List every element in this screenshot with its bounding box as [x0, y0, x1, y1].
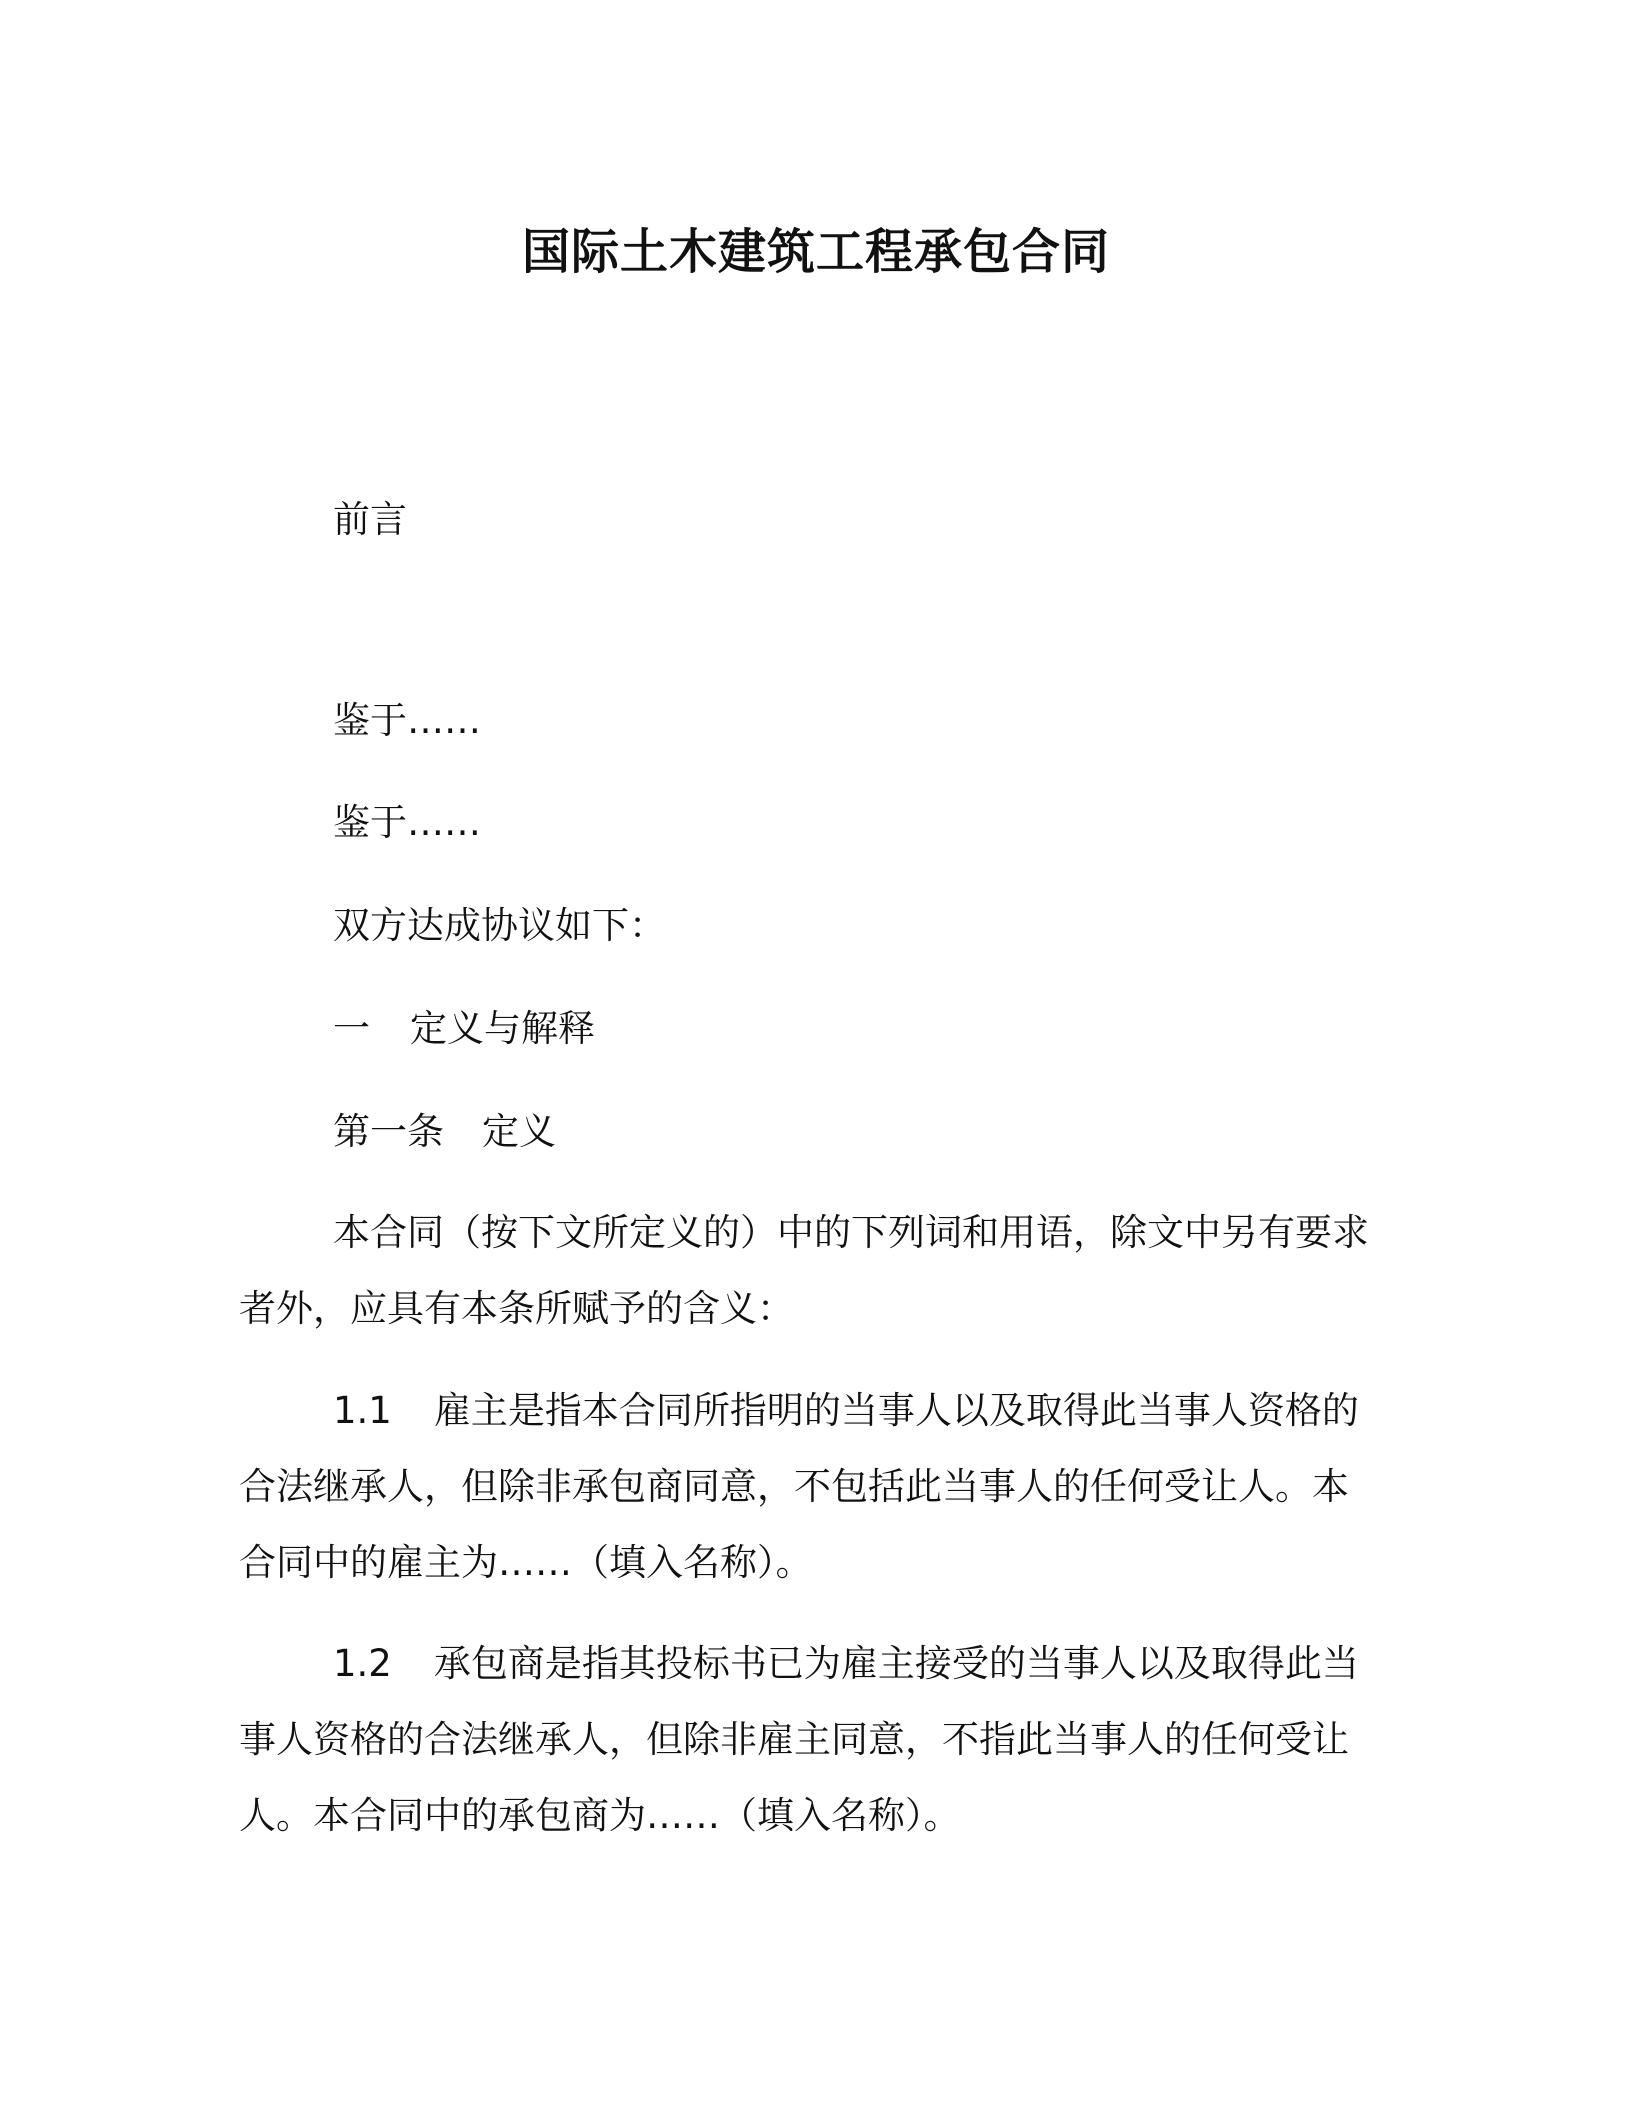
clause-1-1-line-3: 合同中的雇主为……（填入名称）。	[239, 1541, 813, 1584]
article-1-title: 定义	[482, 1110, 556, 1153]
intro-line-2: 者外，应具有本条所赋予的含义：	[239, 1287, 794, 1330]
clause-1-1-line-2: 合法继承人，但除非承包商同意，不包括此当事人的任何受让人。本	[239, 1465, 1349, 1508]
clause-1-2-line-1: 1.2 承包商是指其投标书已为雇主接受的当事人以及取得此当	[333, 1642, 1359, 1685]
chapter-1-number: 一	[333, 1007, 370, 1050]
agreement-statement: 双方达成协议如下：	[333, 904, 666, 947]
chapter-1-title: 定义与解释	[410, 1007, 595, 1050]
clause-1-2-line-2: 事人资格的合法继承人，但除非雇主同意，不指此当事人的任何受让	[239, 1718, 1349, 1761]
preface-heading: 前言	[333, 498, 407, 541]
chapter-1-heading	[333, 1003, 595, 1055]
clause-1-1-line-1: 1.1 雇主是指本合同所指明的当事人以及取得此当事人资格的	[333, 1389, 1359, 1432]
article-1-heading	[333, 1106, 556, 1158]
clause-1-2	[239, 1626, 1384, 1854]
clause-1-1	[239, 1373, 1384, 1601]
clause-1-2-number: 1.2	[333, 1642, 392, 1685]
article-1-number: 第一条	[333, 1110, 444, 1153]
whereas-clause-1: 鉴于……	[333, 699, 481, 742]
clause-1-1-number: 1.1	[333, 1389, 392, 1432]
whereas-clause-2: 鉴于……	[333, 801, 481, 844]
clause-1-2-line-3: 人。本合同中的承包商为……（填入名称）。	[239, 1794, 961, 1837]
document-title: 国际土木建筑工程承包合同	[521, 224, 1110, 280]
intro-line-1: 本合同（按下文所定义的）中的下列词和用语，除文中另有要求	[333, 1211, 1369, 1254]
article-1-intro	[239, 1195, 1384, 1347]
